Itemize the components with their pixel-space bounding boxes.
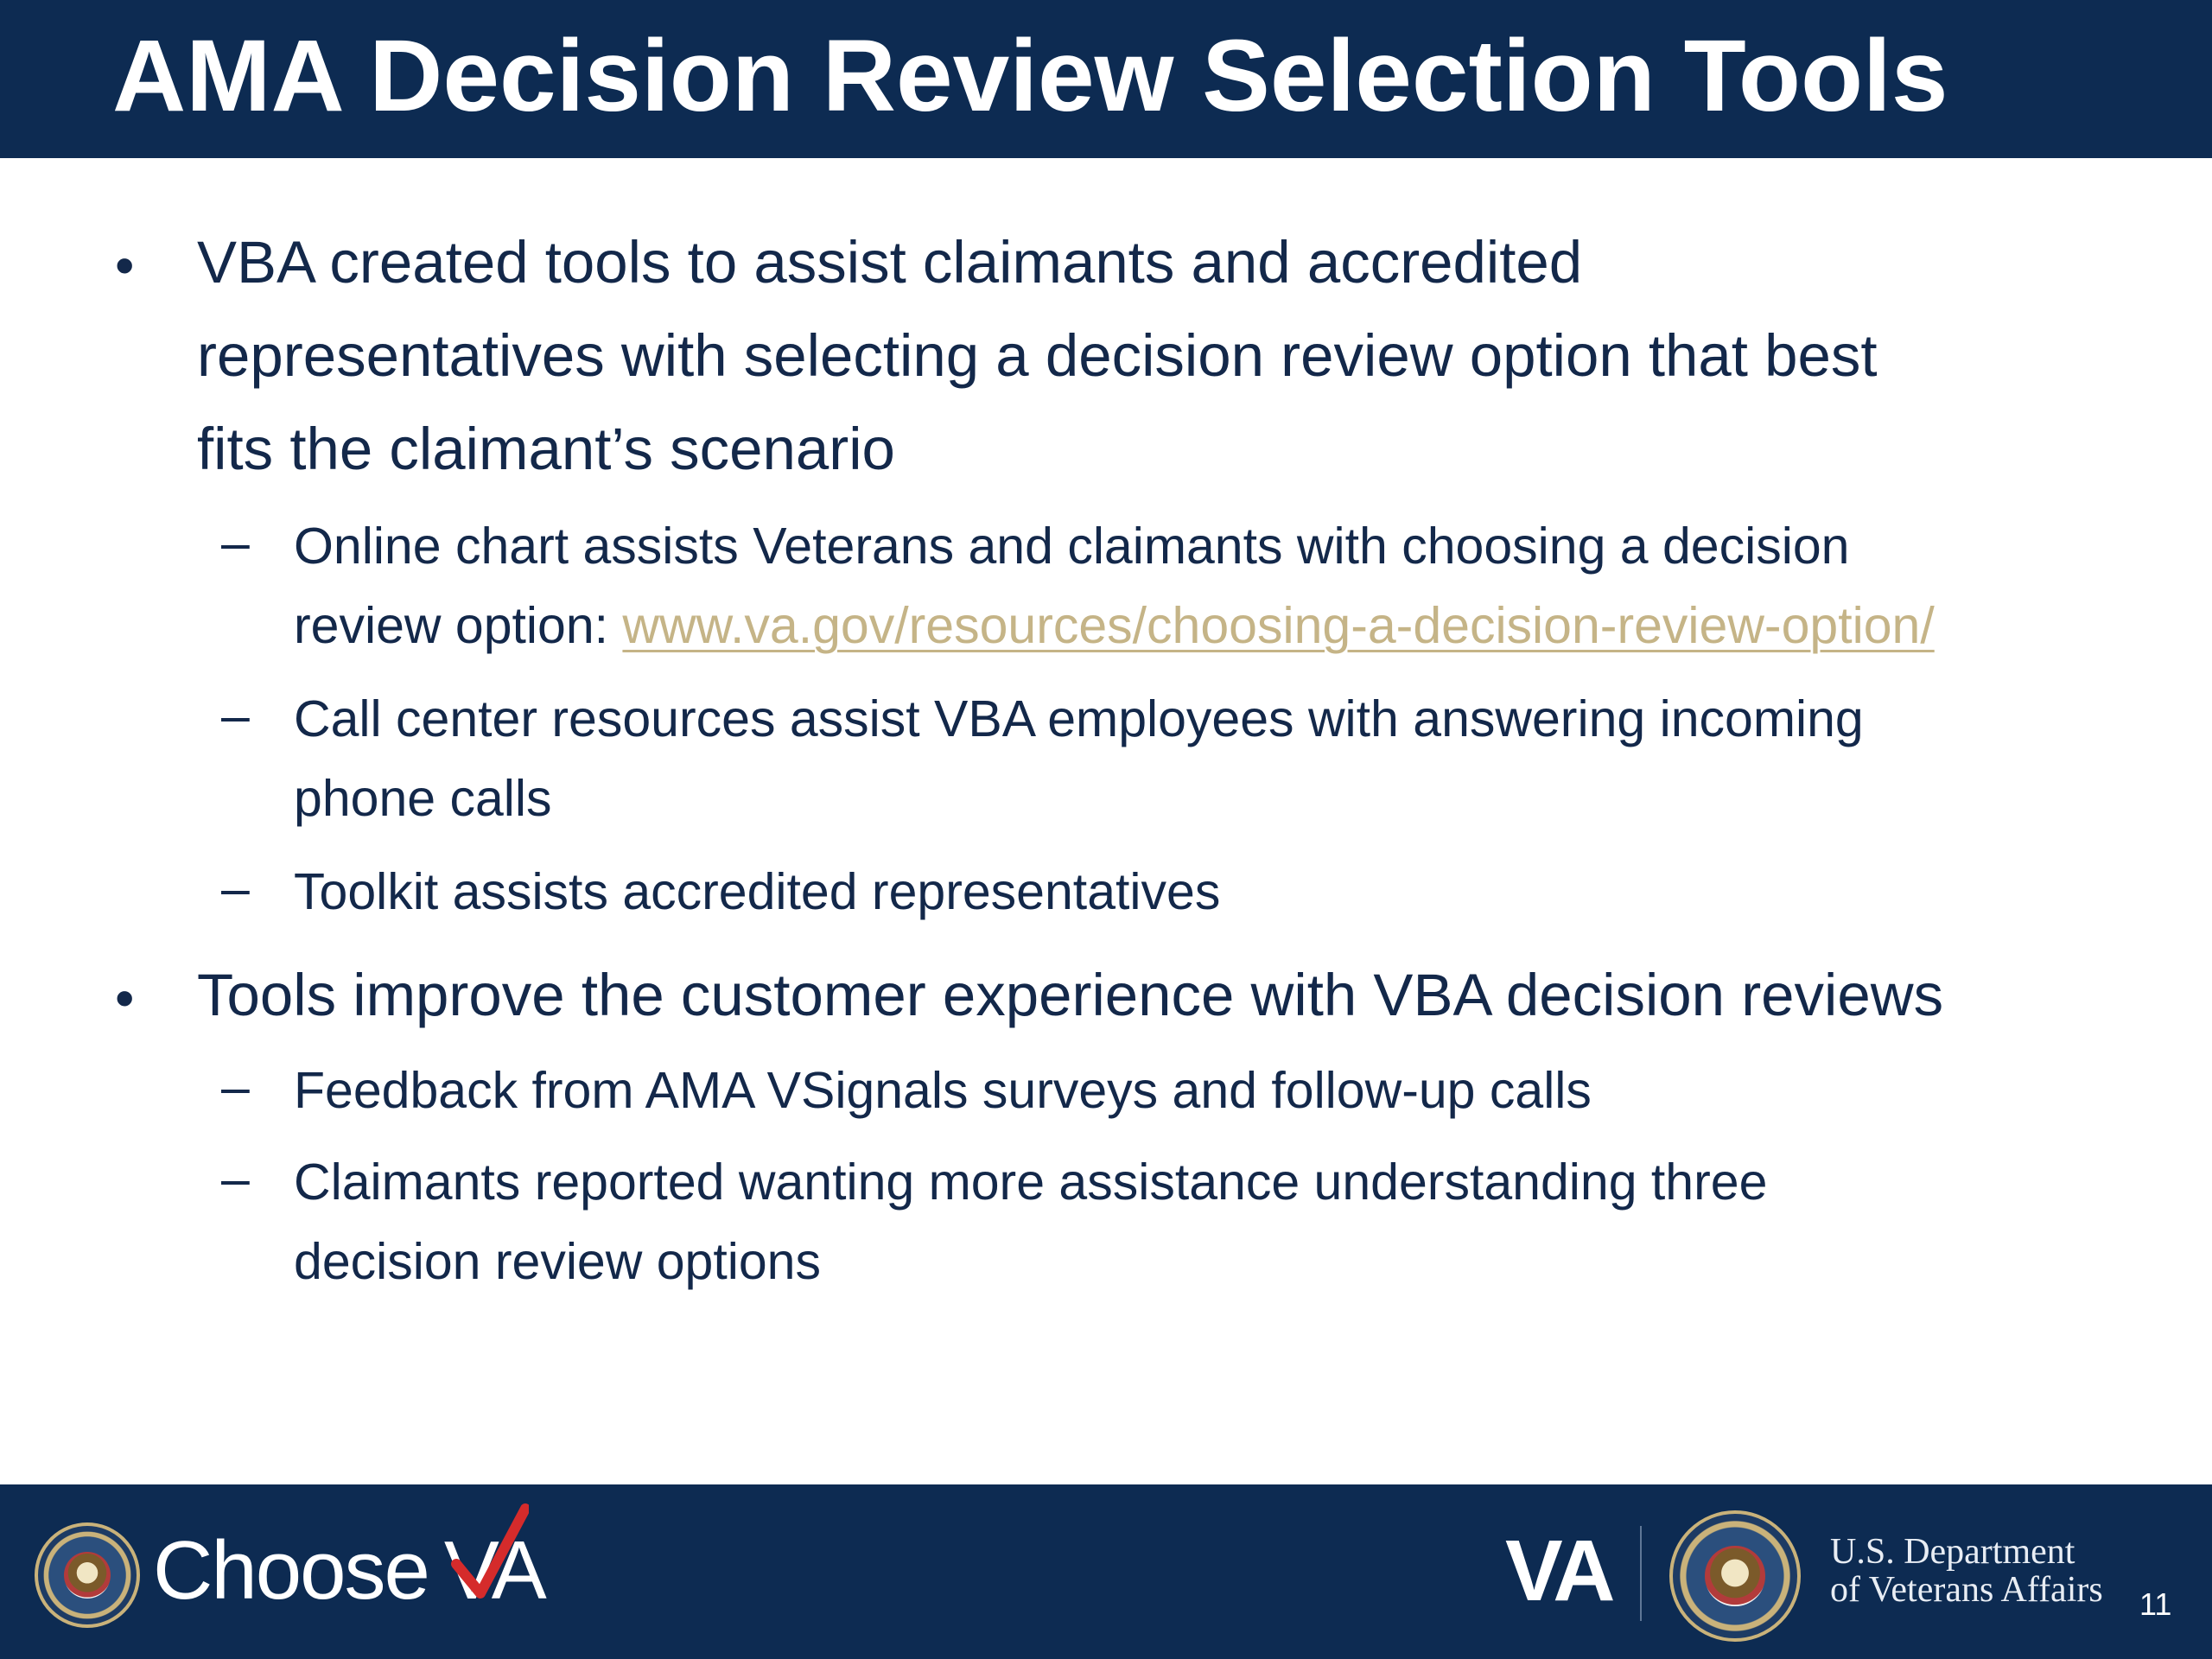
choose-va-word: VA — [443, 1524, 545, 1617]
page-number: 11 — [2139, 1586, 2172, 1622]
sub-item-claimants-line-2: decision review options — [294, 1233, 821, 1290]
choose-word: Choose — [153, 1524, 429, 1617]
eagle-icon — [1705, 1546, 1764, 1605]
dash-icon: – — [221, 1150, 250, 1207]
footer-bar — [0, 1484, 2212, 1659]
sub-item-feedback: Feedback from AMA VSignals surveys and follow-up calls — [294, 1062, 1592, 1119]
dash-icon: – — [221, 514, 250, 571]
sub-item-online-chart-line-2 — [294, 586, 1935, 666]
department-line-2: of Veterans Affairs — [1830, 1570, 2103, 1610]
dash-icon: – — [221, 1058, 250, 1116]
bullet-1-line-3: fits the claimant’s scenario — [197, 416, 895, 482]
va-logo: VA — [1505, 1522, 1612, 1619]
checkmark-icon — [451, 1503, 529, 1607]
slide-title: AMA Decision Review Selection Tools — [112, 19, 1948, 133]
bullet-2-line-1: Tools improve the customer experience with VBA decision reviews — [197, 962, 1944, 1028]
va-seal-icon — [35, 1522, 140, 1628]
logo-divider — [1640, 1526, 1642, 1621]
sub-item-online-chart-prefix: review option: — [294, 597, 623, 654]
sub-item-claimants-line-1: Claimants reported wanting more assistance understanding three — [294, 1154, 1768, 1211]
decision-review-link[interactable]: www.va.gov/resources/choosing-a-decision-review-option/ — [622, 597, 1935, 654]
sub-item-online-chart-line-1: Online chart assists Veterans and claimants with choosing a decision — [294, 518, 1850, 575]
bullet-1-line-2: representatives with selecting a decision review option that best — [197, 322, 1878, 389]
department-name — [1830, 1533, 2103, 1609]
dash-icon: – — [221, 687, 250, 744]
dash-icon: – — [221, 860, 250, 917]
department-line-1: U.S. Department — [1830, 1532, 2075, 1572]
bullet-icon: • — [115, 967, 135, 1029]
sub-item-call-center-line-2: phone calls — [294, 770, 552, 827]
bullet-icon: • — [115, 234, 135, 296]
va-seal-icon — [1669, 1510, 1801, 1642]
bullet-1-line-1: VBA created tools to assist claimants and accredited — [197, 229, 1583, 296]
eagle-icon — [64, 1552, 111, 1599]
sub-item-call-center-line-1: Call center resources assist VBA employees with answering incoming — [294, 690, 1864, 747]
sub-item-toolkit: Toolkit assists accredited representatives — [294, 863, 1221, 920]
